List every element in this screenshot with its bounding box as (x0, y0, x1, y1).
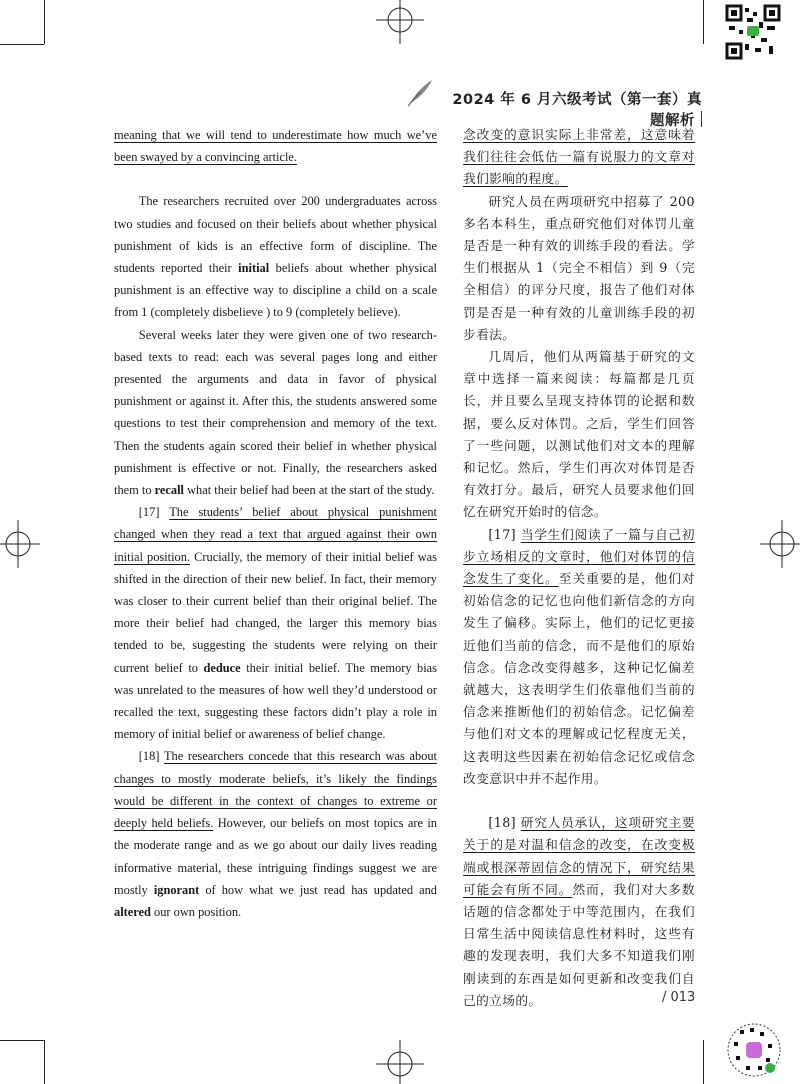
chinese-column (463, 124, 695, 1012)
page-number: / 013 (662, 990, 696, 1005)
keyword: initial (238, 261, 270, 276)
question-tag: [18] (138, 749, 164, 764)
qr-code-bottom (726, 1022, 782, 1078)
english-paragraph: [17] The students’ belief about physical punishment changed when they read a text that argued against their own initial position. Crucially, the memory of their initial belief was shifted in the direction of their new belief. In fact, their memory was closer to their current belief than their original belief. The more their belief had changed, the larger this memory bias tended to be, suggesting the students were relying on their current belief to deduce their initial belief. The memory bias was unrelated to the measures of how well they’d understood or recalled the text, suggesting these factors didn’t play a role in memory of initial belief or awareness of belief change. (114, 505, 437, 742)
question-tag: [17] (488, 526, 521, 542)
crop-mark (44, 1040, 45, 1084)
crop-mark (0, 44, 44, 45)
keyword: deduce (203, 660, 241, 675)
registration-mark-bottom (362, 1040, 438, 1084)
registration-mark-left (0, 520, 40, 568)
header-divider (701, 111, 702, 127)
crop-mark (703, 0, 704, 44)
chinese-paragraph (463, 124, 695, 191)
header-title: 2024 年 6 月六级考试（第一套）真题解析 (452, 92, 702, 129)
underlined-sentence: The students’ belief about physical punishment changed when they read a text that argued against their own initial position. (114, 505, 437, 564)
registration-mark-right (760, 520, 800, 568)
chinese-paragraph: 研究人员在两项研究中招募了 200 多名本科生，重点研究他们对体罚儿童是否是一种有效的训练手段的看法。学生们根据从 1（完全不相信）到 9（完全相信）的评分尺度，报告了他们对体罚是否是一种有效的儿童训练手段的初步看法。 (463, 193, 695, 342)
question-tag: [18] (488, 815, 521, 831)
registration-mark-top (362, 0, 438, 44)
underlined-sentence: 念改变的意识实际上非常差，这意味着我们往往会低估一篇有说服力的文章对我们影响的程度。 (463, 127, 695, 187)
crop-mark (44, 0, 45, 44)
underlined-sentence: meaning that we will tend to underestimate how much we’ve been swayed by a convincing article. (114, 128, 437, 165)
chinese-paragraph: [17] 当学生们阅读了一篇与自己初步立场相反的文章时，他们对体罚的信念发生了变化。至关重要的是，他们对初始信念的记忆也向他们新信念的方向发生了偏移。实际上，他们的记忆更接近他们当前的信念，而不是他们的原始信念。信念改变得越多，这种记忆偏差就越大，这表明学生们依靠他们当前的信念来推断他们的初始信念。记忆偏差与他们对文本的理解或记忆程度无关，这表明这些因素在初始信念记忆或信念改变意识中并不起作用。 (463, 526, 696, 786)
english-paragraph: Several weeks later they were given one of two research-based texts to read: each was several pages long and either presented the arguments and data in favor of physical punishment or against it. After this, the students answered some questions to test their comprehension and memory of the text. Then the students again scored their belief in whether physical punishment is effective or not. Finally, the researchers asked them to recall what their belief had been at the start of the study. (114, 327, 437, 498)
keyword: recall (154, 483, 184, 498)
english-paragraph (114, 124, 437, 168)
underlined-sentence: The researchers concede that this research was about changes to mostly moderate beliefs, it’s likely the findings would be different in the context of changes to extreme or deeply held beliefs. (114, 749, 437, 831)
chinese-paragraph: 几周后，他们从两篇基于研究的文章中选择一篇来阅读：每篇都是几页长，并且要么呈现支持体罚的论据和数据，要么反对体罚。之后，学生们回答了一些问题，以测试他们对文本的理解和记忆。然后，学生们再次对体罚是否有效打分。最后，研究人员要求他们回忆在研究开始时的信念。 (463, 349, 695, 520)
english-column (114, 124, 437, 923)
crop-mark (703, 1040, 704, 1084)
page-header (440, 88, 702, 129)
quill-icon (404, 78, 434, 108)
qr-code-top (725, 4, 781, 60)
question-tag: [17] (138, 505, 170, 520)
english-paragraph: [18] The researchers concede that this research was about changes to mostly moderate beliefs, it’s likely the findings would be different in the context of changes to extreme or deeply held beliefs. However, our beliefs on most topics are in the moderate range and as we go about our daily lives reading informative material, these intriguing findings suggest we are mostly ignorant of how what we just read has updated and altered our own position. (114, 749, 437, 919)
crop-mark (0, 1040, 44, 1041)
keyword: ignorant (153, 882, 200, 897)
keyword: altered (114, 904, 151, 919)
english-paragraph: The researchers recruited over 200 undergraduates across two studies and focused on their beliefs about whether physical punishment of kids is an effective form of discipline. The students reported their initial beliefs about whether physical punishment is an effective way to discipline a child on a scale from 1 (completely disbelieve ) to 9 (completely believe). (114, 194, 437, 320)
chinese-paragraph: [18] 研究人员承认，这项研究主要关于的是对温和信念的改变，在改变极端或根深蒂固信念的情况下，研究结果可能会有所不同。然而，我们对大多数话题的信念都处于中等范围内，在我们日常生活中阅读信息性材料时，这些有趣的发现表明，我们大多不知道我们刚刚读到的东西是如何更新和改变我们自己的立场的。 (463, 815, 696, 1008)
underlined-sentence: 研究人员承认，这项研究主要关于的是对温和信念的改变，在改变极端或根深蒂固信念的情况下，研究结果可能会有所不同。 (463, 815, 696, 897)
underlined-sentence: 当学生们阅读了一篇与自己初步立场相反的文章时，他们对体罚的信念发生了变化。 (463, 526, 696, 587)
